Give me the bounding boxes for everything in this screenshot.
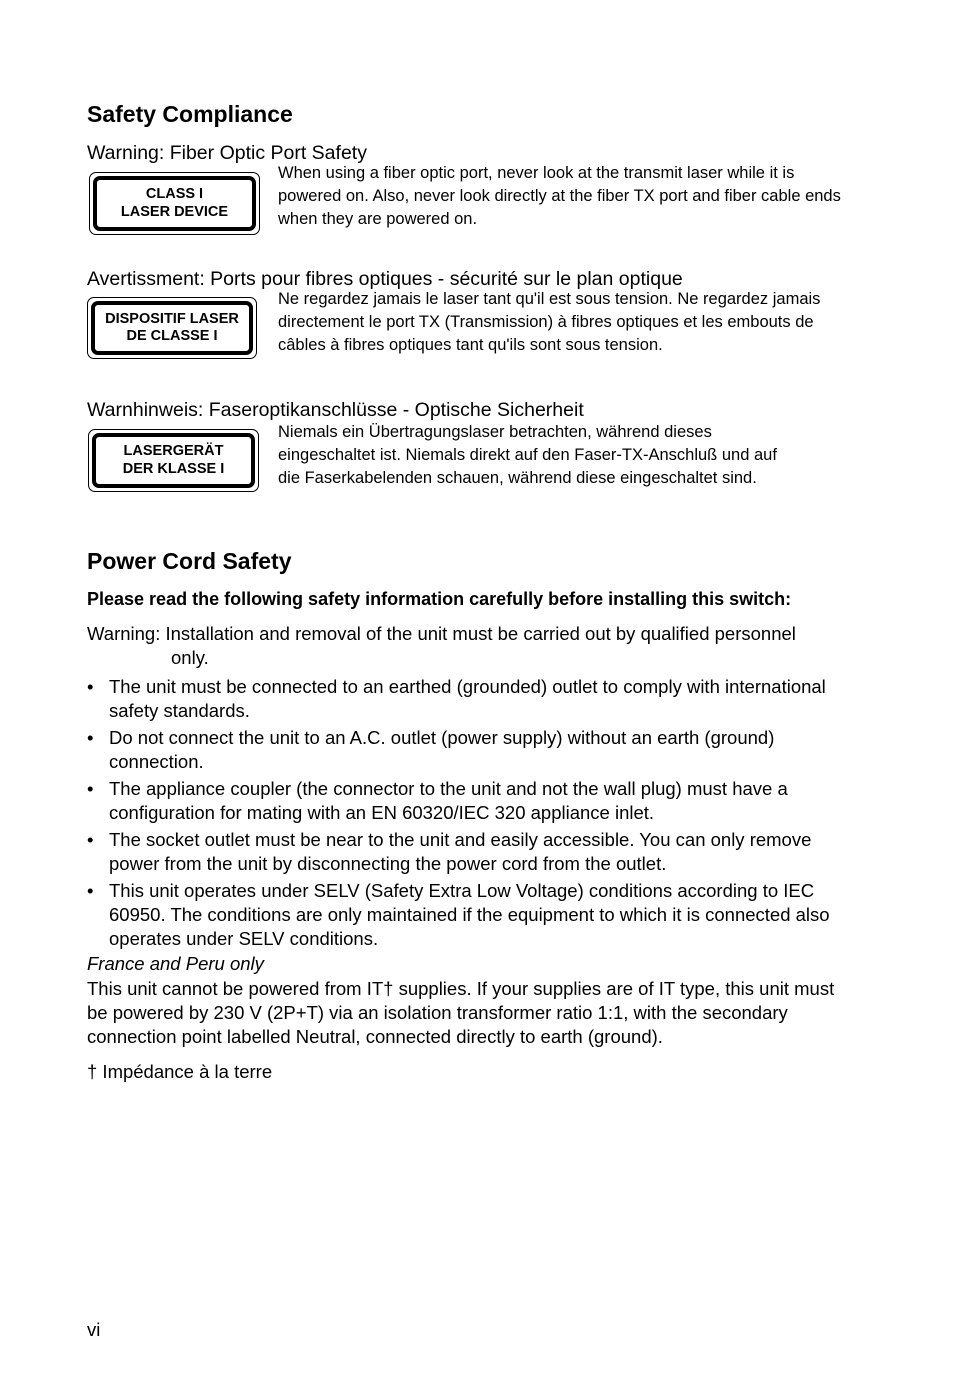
power-warning bbox=[87, 622, 847, 670]
bullet-icon: • bbox=[87, 727, 94, 748]
power-warning-label: Warning: bbox=[87, 623, 161, 644]
power-warning-first: Installation and removal of the unit must be carried out by qualified personnel bbox=[165, 623, 796, 644]
bullet-icon: • bbox=[87, 829, 94, 850]
laser-label-line-1: CLASS I bbox=[145, 186, 204, 202]
france-peru-heading: France and Peru only bbox=[87, 953, 264, 974]
laser-label-line-2: DE CLASSE I bbox=[126, 328, 218, 344]
list-item: • This unit operates under SELV (Safety Extra Low Voltage) conditions according to IEC 60950. The conditions are only maintained if the equipment to which it is connected also operates under SELV conditions. bbox=[87, 880, 830, 949]
laser-label-line-1: DISPOSITIF LASER bbox=[105, 310, 239, 327]
fiber-optic-warning-heading-en: Warning: Fiber Optic Port Safety bbox=[87, 142, 367, 164]
france-peru-text: This unit cannot be powered from IT† supplies. If your supplies are of IT type, this unit must be powered by 230 V (2P+T) via an isolation transformer ratio 1:1, with the secondary connection point labelled Neutral, connected directly to earth (ground). bbox=[87, 978, 835, 1047]
power-warning-second: only. bbox=[171, 647, 209, 668]
laser-label-line-2: LASER DEVICE bbox=[120, 203, 229, 220]
footnote: † Impédance à la terre bbox=[87, 1061, 273, 1082]
list-item: • Do not connect the unit to an A.C. outlet (power supply) without an earth (ground) connection. bbox=[87, 727, 775, 772]
laser-label-en bbox=[89, 172, 260, 235]
power-bullet-list bbox=[87, 675, 847, 954]
bullet-icon: • bbox=[87, 880, 94, 901]
fiber-optic-warning-text-en: When using a fiber optic port, never look at the transmit laser while it is powered on. Also, never look directly at the fiber TX port and fiber cable ends when they are powered on. bbox=[278, 164, 841, 228]
fiber-optic-warning-heading-fr: Avertissment: Ports pour fibres optiques - sécurité sur le plan optique bbox=[87, 268, 683, 290]
bullet-icon: • bbox=[87, 676, 94, 697]
power-cord-safety-title: Power Cord Safety bbox=[87, 548, 292, 574]
laser-label-line-1: LASERGERÄT bbox=[123, 443, 224, 459]
fiber-optic-warning-text-fr: Ne regardez jamais le laser tant qu'il est sous tension. Ne regardez jamais directement le port TX (Transmission) à fibres optiques et les embouts de câbles à fibres optiques tant qu'ils sont sous tension. bbox=[278, 290, 821, 354]
fiber-optic-warning-text-de: Niemals ein Übertragungslaser betrachten, während dieses eingeschaltet ist. Niemals direkt auf den Faser-TX-Anschluß und auf die Faserkabelenden schauen, während diese eingeschaltet sind. bbox=[278, 423, 777, 487]
fiber-optic-warning-heading-de: Warnhinweis: Faseroptikanschlüsse - Optische Sicherheit bbox=[87, 399, 584, 421]
list-item: • The socket outlet must be near to the unit and easily accessible. You can only remove power from the unit by disconnecting the power cord from the outlet. bbox=[87, 829, 812, 874]
safety-compliance-title: Safety Compliance bbox=[87, 101, 293, 127]
laser-label-de bbox=[88, 429, 259, 492]
power-safety-intro: Please read the following safety information carefully before installing this switch: bbox=[87, 589, 792, 609]
laser-label-line-2: DER KLASSE I bbox=[122, 460, 225, 477]
list-item: • The unit must be connected to an earthed (grounded) outlet to comply with international safety standards. bbox=[87, 676, 826, 721]
list-item: • The appliance coupler (the connector to the unit and not the wall plug) must have a configuration for mating with an EN 60320/IEC 320 appliance inlet. bbox=[87, 778, 788, 823]
bullet-icon: • bbox=[87, 778, 94, 799]
laser-label-fr bbox=[87, 297, 257, 359]
page-number: vi bbox=[87, 1319, 101, 1340]
